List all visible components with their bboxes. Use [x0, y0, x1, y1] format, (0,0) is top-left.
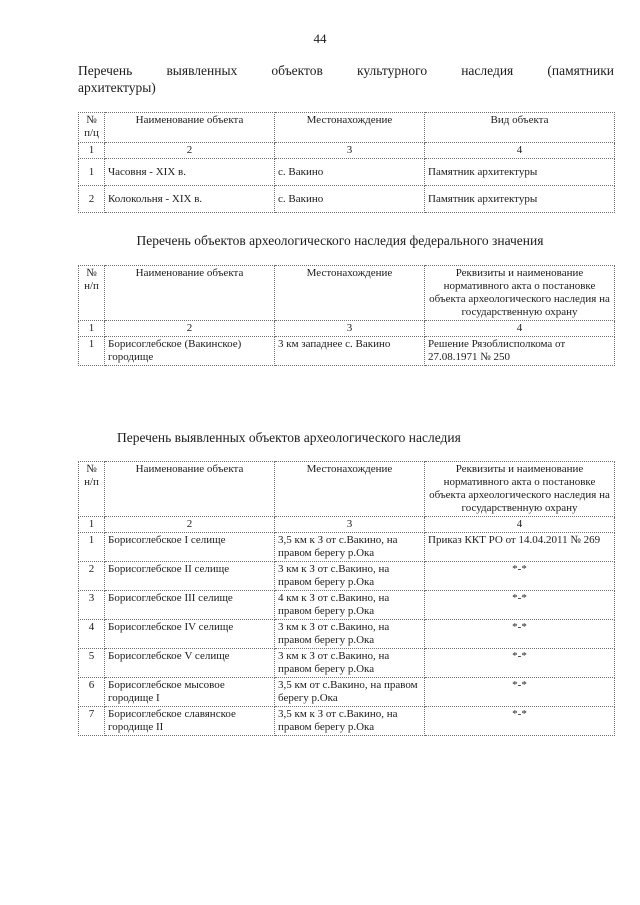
- object-act: Приказ ККТ РО от 14.04.2011 № 269: [425, 533, 615, 562]
- table-row: [79, 159, 615, 186]
- header-act: Реквизиты и наименование нормативного акта о постановке объекта археологического наследия на государственную охрану: [425, 266, 615, 321]
- object-location: 3,5 км к З от с.Вакино, на правом берегу р.Ока: [275, 707, 425, 736]
- object-location: с. Вакино: [275, 186, 425, 213]
- header-number: № н/п: [79, 462, 105, 517]
- col-number: 4: [425, 143, 615, 159]
- header-name: Наименование объекта: [105, 462, 275, 517]
- column-numbers-row: [79, 321, 615, 337]
- header-location: Местонахождение: [275, 462, 425, 517]
- table-row: [79, 533, 615, 562]
- column-numbers-row: [79, 517, 615, 533]
- object-act: *-*: [425, 678, 615, 707]
- table-row: [79, 337, 615, 366]
- table-header-row: [79, 462, 615, 517]
- col-number: 2: [105, 143, 275, 159]
- object-location: 3,5 км к З от с.Вакино, на правом берегу р.Ока: [275, 533, 425, 562]
- object-location: 3 км к З от с.Вакино, на правом берегу р.Ока: [275, 562, 425, 591]
- col-number: 4: [425, 517, 615, 533]
- architecture-monuments-table: [78, 112, 615, 213]
- row-number: 1: [79, 159, 105, 186]
- object-location: 3 км к З от с.Вакино, на правом берегу р.Ока: [275, 649, 425, 678]
- col-number: 1: [79, 143, 105, 159]
- col-number: 4: [425, 321, 615, 337]
- col-number: 2: [105, 321, 275, 337]
- object-act: Решение Рязоблисполкома от 27.08.1971 № 250: [425, 337, 615, 366]
- federal-archaeology-table: [78, 265, 615, 366]
- header-act: Реквизиты и наименование нормативного акта о постановке объекта археологического наследия на государственную охрану: [425, 462, 615, 517]
- object-location: с. Вакино: [275, 159, 425, 186]
- object-name: Борисоглебское V селище: [105, 649, 275, 678]
- object-name: Борисоглебское II селище: [105, 562, 275, 591]
- section1-title-line2: архитектуры): [78, 80, 156, 95]
- row-number: 1: [79, 533, 105, 562]
- object-act: *-*: [425, 562, 615, 591]
- object-name: Борисоглебское (Вакинское) городище: [105, 337, 275, 366]
- object-act: *-*: [425, 707, 615, 736]
- object-location: 3,5 км от с.Вакино, на правом берегу р.Ока: [275, 678, 425, 707]
- table-row: [79, 186, 615, 213]
- header-name: Наименование объекта: [105, 113, 275, 143]
- row-number: 2: [79, 186, 105, 213]
- identified-archaeology-table: [78, 461, 615, 736]
- row-number: 5: [79, 649, 105, 678]
- section3-title: Перечень выявленных объектов археологического наследия: [117, 430, 461, 445]
- table-header-row: [79, 113, 615, 143]
- header-number: № н/п: [79, 266, 105, 321]
- column-numbers-row: [79, 143, 615, 159]
- object-location: 4 км к З от с.Вакино, на правом берегу р.Ока: [275, 591, 425, 620]
- header-number: № п/ц: [79, 113, 105, 143]
- row-number: 3: [79, 591, 105, 620]
- col-number: 3: [275, 143, 425, 159]
- table-row: [79, 620, 615, 649]
- object-act: *-*: [425, 591, 615, 620]
- row-number: 2: [79, 562, 105, 591]
- row-number: 6: [79, 678, 105, 707]
- section1-title-line1: Перечень выявленных объектов культурного наследия (памятники: [78, 63, 614, 78]
- section2-title: Перечень объектов археологического наследия федерального значения: [136, 233, 544, 248]
- row-number: 1: [79, 337, 105, 366]
- table-row: [79, 707, 615, 736]
- object-name: Борисоглебское славянское городище II: [105, 707, 275, 736]
- object-location: 3 км западнее с. Вакино: [275, 337, 425, 366]
- object-location: 3 км к З от с.Вакино, на правом берегу р.Ока: [275, 620, 425, 649]
- page-number: 44: [313, 31, 327, 46]
- header-location: Местонахождение: [275, 266, 425, 321]
- col-number: 1: [79, 321, 105, 337]
- table-row: [79, 649, 615, 678]
- header-name: Наименование объекта: [105, 266, 275, 321]
- object-name: Борисоглебское III селище: [105, 591, 275, 620]
- object-type: Памятник архитектуры: [425, 186, 615, 213]
- col-number: 1: [79, 517, 105, 533]
- object-name: Борисоглебское IV селище: [105, 620, 275, 649]
- object-name: Борисоглебское I селище: [105, 533, 275, 562]
- object-type: Памятник архитектуры: [425, 159, 615, 186]
- col-number: 2: [105, 517, 275, 533]
- object-name: Часовня - XIX в.: [105, 159, 275, 186]
- header-location: Местонахождение: [275, 113, 425, 143]
- table-header-row: [79, 266, 615, 321]
- table-row: [79, 562, 615, 591]
- object-act: *-*: [425, 620, 615, 649]
- object-name: Борисоглебское мысовое городище I: [105, 678, 275, 707]
- table-row: [79, 678, 615, 707]
- object-name: Колокольня - XIX в.: [105, 186, 275, 213]
- row-number: 7: [79, 707, 105, 736]
- header-type: Вид объекта: [425, 113, 615, 143]
- table-row: [79, 591, 615, 620]
- col-number: 3: [275, 321, 425, 337]
- object-act: *-*: [425, 649, 615, 678]
- row-number: 4: [79, 620, 105, 649]
- col-number: 3: [275, 517, 425, 533]
